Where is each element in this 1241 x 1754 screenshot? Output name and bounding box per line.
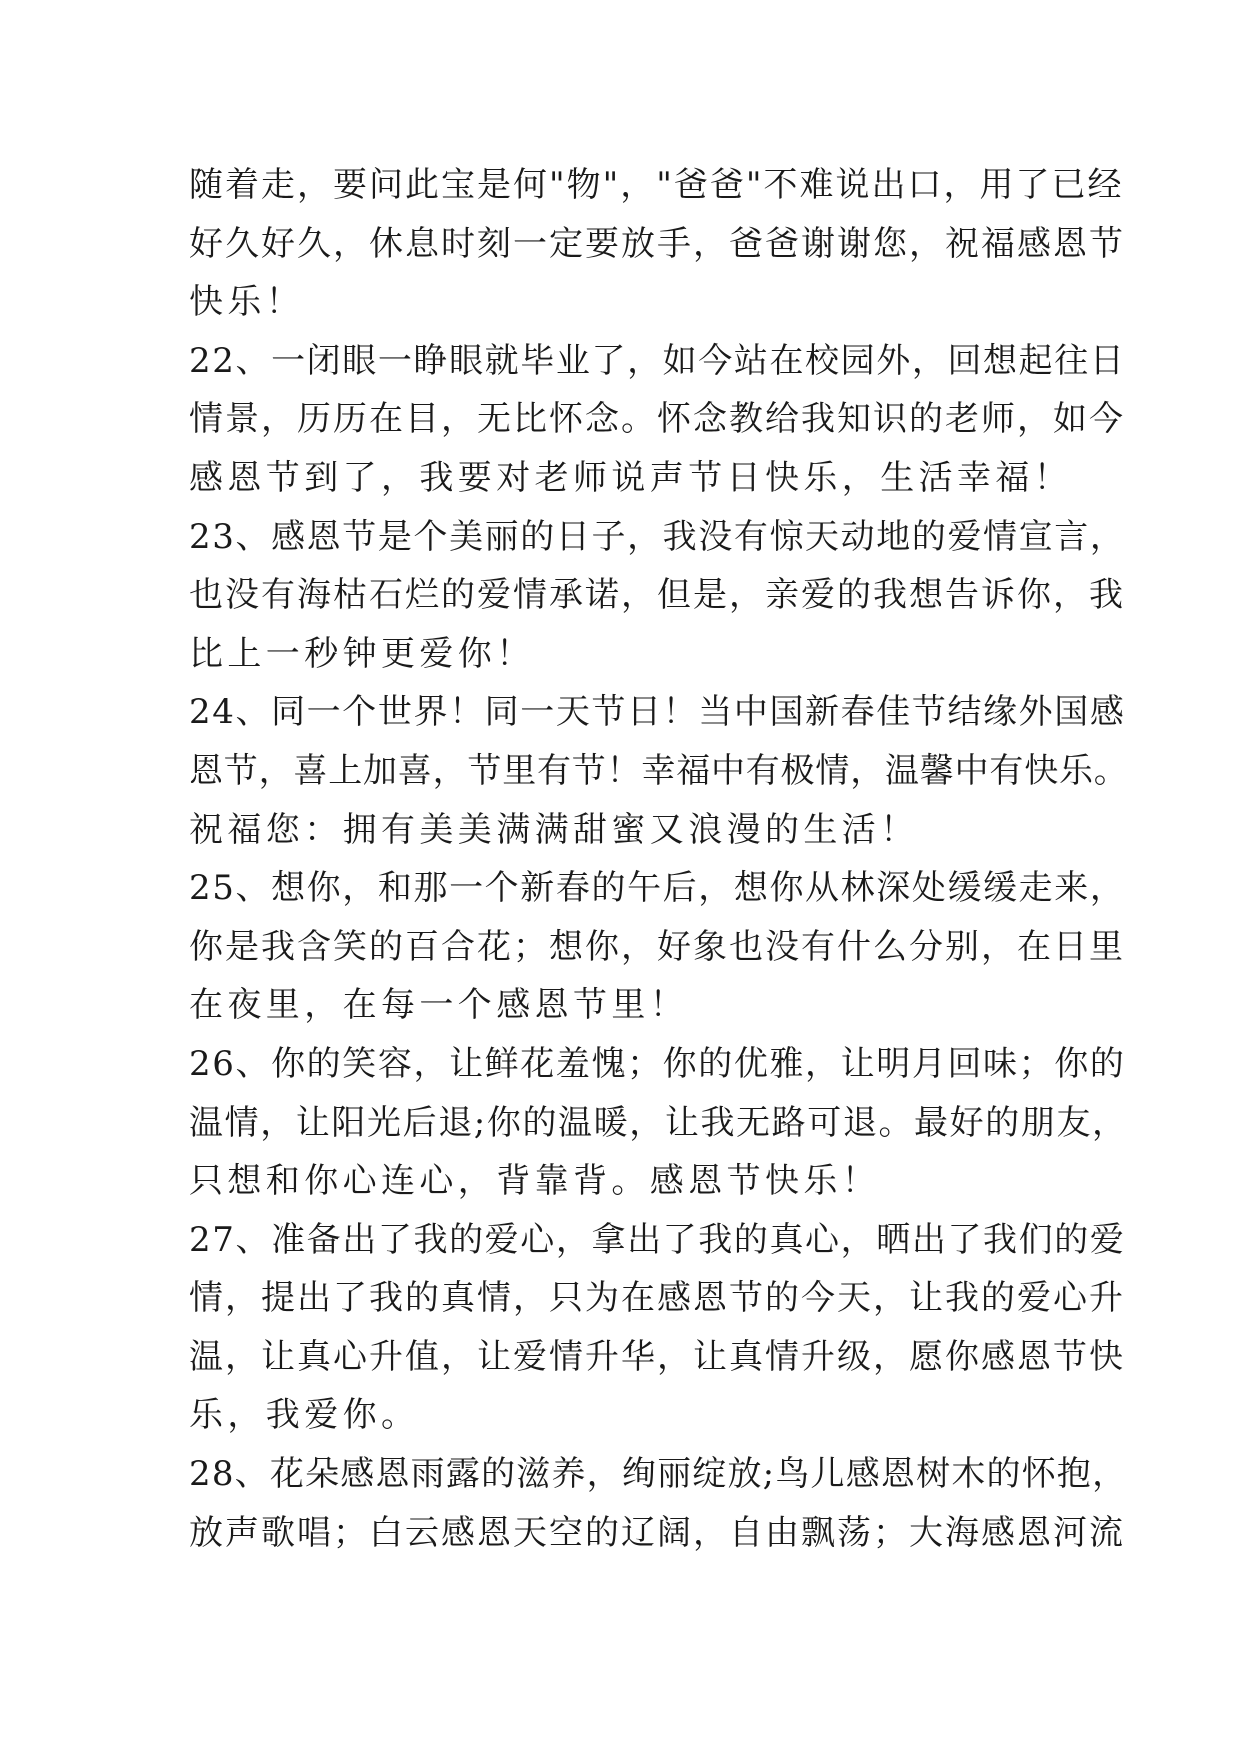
text-line: 27、准备出了我的爱心，拿出了我的真心，晒出了我们的爱 bbox=[189, 1219, 1126, 1260]
text-line: 乐，我爱你。 bbox=[189, 1395, 420, 1436]
text-line: 比上一秒钟更爱你！ bbox=[189, 633, 535, 674]
text-line: 随着走，要问此宝是何"物"，"爸爸"不难说出口，用了已经 bbox=[189, 165, 1124, 205]
text-line: 放声歌唱；白云感恩天空的辽阔，自由飘荡；大海感恩河流 bbox=[189, 1512, 1125, 1553]
text-line: 温情，让阳光后退;你的温暖，让我无路可退。最好的朋友， bbox=[189, 1102, 1128, 1143]
text-line: 24、同一个世界！同一天节日！当中国新春佳节结缘外国感 bbox=[189, 692, 1126, 733]
text-line: 恩节，喜上加喜，节里有节！幸福中有极情，温馨中有快乐。 bbox=[189, 750, 1129, 791]
text-line: 快乐！ bbox=[189, 282, 305, 323]
text-line: 温，让真心升值，让爱情升华，让真情升级，愿你感恩节快 bbox=[189, 1336, 1125, 1377]
text-line: 也没有海枯石烂的爱情承诺，但是，亲爱的我想告诉你，我 bbox=[189, 575, 1125, 616]
text-line: 26、你的笑容，让鲜花羞愧；你的优雅，让明月回味；你的 bbox=[189, 1043, 1126, 1084]
text-line: 情景，历历在目，无比怀念。怀念教给我知识的老师，如今 bbox=[189, 399, 1125, 440]
text-line: 情，提出了我的真情，只为在感恩节的今天，让我的爱心升 bbox=[189, 1278, 1125, 1319]
text-line: 祝福您：拥有美美满满甜蜜又浪漫的生活！ bbox=[189, 809, 919, 850]
text-line: 28、花朵感恩雨露的滋养，绚丽绽放;鸟儿感恩树木的怀抱， bbox=[189, 1454, 1128, 1495]
text-line: 你是我含笑的百合花；想你，好象也没有什么分别，在日里 bbox=[189, 926, 1125, 967]
text-line: 只想和你心连心，背靠背。感恩节快乐！ bbox=[189, 1161, 881, 1202]
text-line: 感恩节到了，我要对老师说声节日快乐，生活幸福！ bbox=[189, 457, 1073, 498]
document-body-text bbox=[189, 156, 1129, 1562]
text-line: 23、感恩节是个美丽的日子，我没有惊天动地的爱情宣言， bbox=[189, 516, 1126, 557]
text-line: 22、一闭眼一睁眼就毕业了，如今站在校园外，回想起往日 bbox=[189, 340, 1126, 381]
text-line: 好久好久，休息时刻一定要放手，爸爸谢谢您，祝福感恩节 bbox=[189, 223, 1125, 264]
text-line: 在夜里，在每一个感恩节里！ bbox=[189, 985, 689, 1026]
text-line: 25、想你，和那一个新春的午后，想你从林深处缓缓走来， bbox=[189, 868, 1126, 909]
